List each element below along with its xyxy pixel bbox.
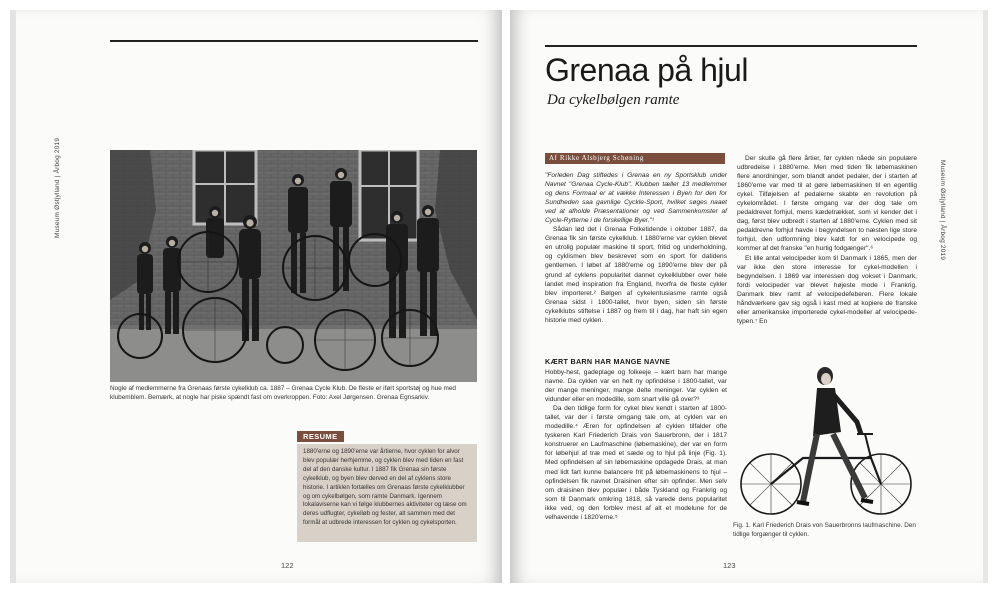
article-subtitle: Da cykelbølgen ramte (547, 92, 680, 108)
article-column-2 (737, 154, 917, 326)
paragraph: Da den tidlige form for cykel blev kendt i starten af 1800-tallet, var der i første omgang tale om, at cyklen var en modedille.⁴ Æren for opfindelsen af cyklen tilfalder ofte tyskeren Karl Friederich Drais von Sauerbronn, der i 1817 konstruerer en Laufmaschine (løbemaskine), der var en form for løbehjul af træ med et sæde og to hjul på linje (Fig. 1). Med opfindelsen af sin løbemaskine opdagede Drais, at man med lidt fart kunne balancere frit på løbemaskinens to hjul – opfindelsen fik navnet Draisinen efter sin opfinder. Men selv om draisinen blev populær i både Tyskland og Frankrig og som til Danmark omkring 1818, så varede dens popularitet ikke ved, og den forblev mest af alt et modelune for de velhavende i 1820'erne.⁵ (545, 405, 727, 521)
resume-label: RESUME (297, 431, 344, 442)
club-photo (110, 150, 477, 382)
article-column-1 (545, 171, 727, 325)
left-top-rule (110, 40, 478, 42)
club-photo-image (110, 150, 477, 382)
author-byline: Af Rikke Alsbjerg Schøning (545, 153, 725, 164)
paragraph: Et lille antal velocipeder kom til Danmark i 1865, men der var ikke den store interesse for cykel-modellen i begyndelsen. I 1869 var interessen dog vokset i Danmark, fordi velocipeder var blevet højeste mode i Frankrig. Danmark blev ramt af velocipedefeberen. Flere lokale håndværkere gav sig også i kast med at kopiere de franske eller amerikanske importerede cykel-modeller af velocipede-typen.⁷ En (737, 254, 917, 325)
draisine-drawing (733, 362, 918, 520)
paragraph: Der skulle gå flere årtier, før cyklen nåede sin populære udbredelse i 1880'erne. Men med tiden fik løbemaskinen flere anordninger, som blandt andet pedaler, der i starten af 1860'erne var med til at gøre løbemaskinen til en egentlig cykel. Tilføjelsen af pedalerne skabte en revolution på cykelområdet. I første omgang var der dog tale om pedaldrevet forhjul, mens kædetrækket, som vi kender det i dag, først blev udbredt i starten af 1880'erne. Cyklen med sit pedaldrevne forhjul havde i begyndelsen to næsten lige store forhjul, den udformning blev kaldt for en velocipede og kommer af det franske "en hurtig fodgænger".⁶ (737, 155, 917, 253)
figure-caption: Fig. 1. Karl Friederich Drais von Sauerbronns laufmaschine. Den tidlige forgænger til cyklen. (733, 522, 916, 538)
left-page-number: 122 (281, 561, 294, 570)
intro-quote: "Forleden Dag stiftedes i Grenaa en ny Sportsklub under Navnet "Grenaa Cycle-Klub". Klubben tæller 13 medlemmer og dens Formaal er at vække Interessen i Byen for den for Sundheden saa gavnlige Cyckle-Sport, hvilket søges naaet ved at afholde Præsentationer og ved Sammenkomster af Cycle-Rytterne i de forskellige Byer."¹ (545, 172, 727, 225)
draisine-illustration (733, 362, 918, 520)
resume-box: 1880'erne og 1890'erne var årtierne, hvor cyklen for alvor blev populær herhjemme, og cyklen blev med tiden en fast del af den danske kultur. I 1887 fik Grenaa sin første cykelklub, og byen blev derved en del af cyklens store historie. I artiklen fortælles om Grenaas første cykelklubber og om cykelbølgen, som ramte Danmark. Igennem lokalaviserne kan vi følge klubbernes aktiviteter og læse om deres udflugter, cykelløb og fester, alt sammen med det formål at udbrede interessen for cyklen og cykelsporten. (297, 444, 477, 542)
right-sidebar-text: Museum Østjylland | Årbog 2019 (939, 160, 946, 261)
section-heading: KÆRT BARN HAR MANGE NAVNE (545, 357, 671, 366)
paragraph: Sådan lød det i Grenaa Folketidende i oktober 1887, da Grenaa fik sin første cykelklub. I 1880'erne var cyklen blevet en utrolig populær maskine til sport, fritid og underholdning, og cyklismen blev beskrevet som en sport for datidens gentlemen. I løbet af 1880'erne og 1890'erne blev der på grund af cyklens popularitet dannet cykelklubber over hele landet med inspiration fra England, hvorfra de fleste cykler blev importeret.² Bølgen af cykelentusiasme ramte også Grenaa sidst i 1800-tallet, hvor byen, siden sin første cykelklubs stiftelse i 1887 og frem til i dag, har haft sin egen historie med cyklen. (545, 226, 727, 324)
article-column-1-lower (545, 368, 727, 522)
photo-caption: Nogle af medlemmerne fra Grenaas første cykelklub ca. 1887 – Grenaa Cycle Klub. De fleste er iført sportstøj og hue med klubemblem. Bemærk, at nogle har piske spændt fast om overkroppen. Foto: Axel Jørgensen. Grenaa Egnsarkiv. (110, 385, 456, 401)
left-sidebar-text: Museum Østjylland | Årbog 2019 (54, 137, 61, 238)
right-top-rule (545, 45, 917, 47)
article-title: Grenaa på hjul (545, 52, 748, 88)
right-page-number: 123 (723, 561, 736, 570)
paragraph: Hobby-hest, gadeplage og folkeeje – kært barn har mange navne. Da cyklen var en helt ny opfindelse i 1800-tallet, var der mange meninger, mange delte meninger. Var cyklen et vidunder eller en modedille, som snart ville gå over?³ (545, 369, 727, 404)
